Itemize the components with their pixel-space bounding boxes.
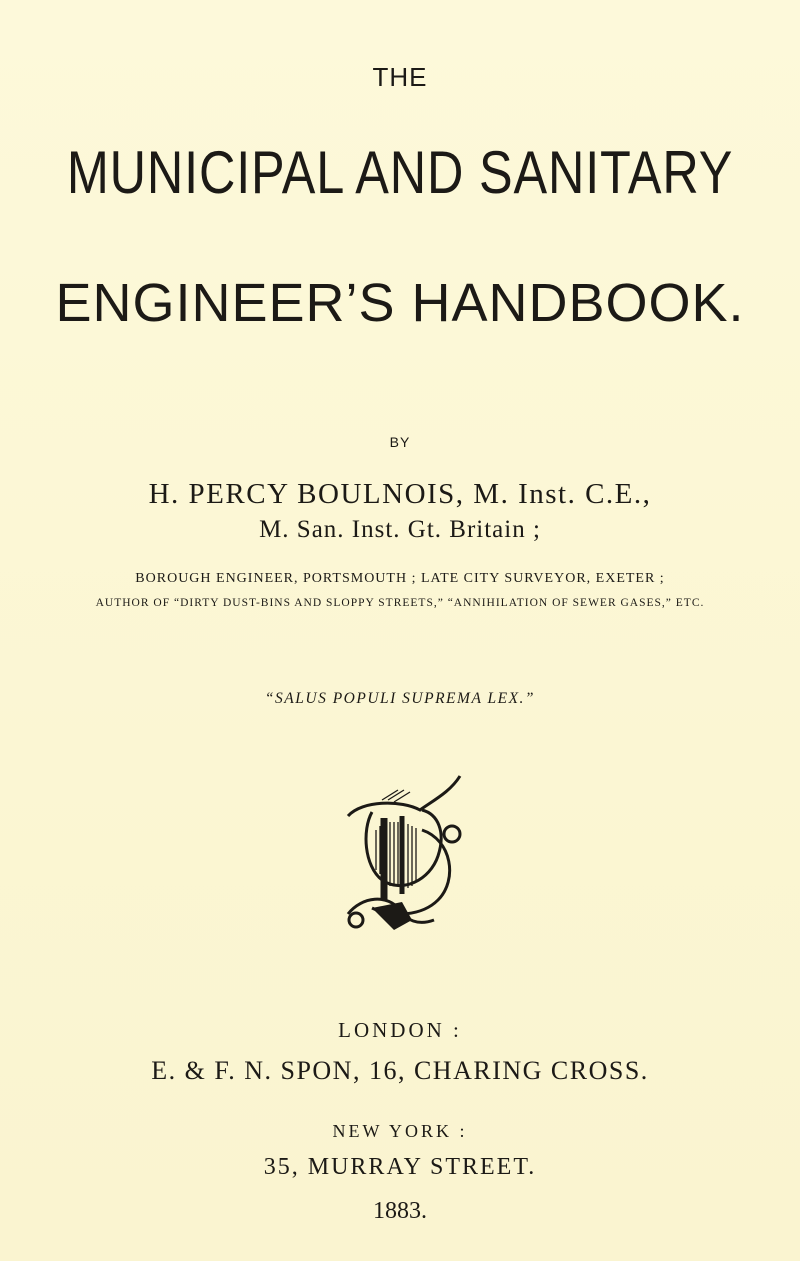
author-name: H. PERCY BOULNOIS, M. Inst. C.E., (148, 478, 652, 510)
imprint-street: 35, MURRAY STREET. (263, 1154, 537, 1180)
imprint-second-place: NEW YORK : (332, 1121, 468, 1141)
motto: “SALUS POPULI SUPREMA LEX.” (264, 690, 536, 707)
author-qualifications: M. San. Inst. Gt. Britain ; (259, 516, 541, 543)
author-positions: BOROUGH ENGINEER, PORTSMOUTH ; LATE CITY SURVEYOR, EXETER ; (135, 571, 665, 586)
author-works: AUTHOR OF “DIRTY DUST-BINS AND SLOPPY STREETS,” “ANNIHILATION OF SEWER GASES,” ETC. (95, 597, 705, 609)
publication-year: 1883. (373, 1198, 427, 1224)
byline-label: BY (389, 434, 411, 450)
title-article: THE (372, 62, 428, 92)
publisher-monogram-icon (342, 770, 464, 940)
imprint-place: LONDON : (338, 1018, 462, 1042)
imprint-publisher: E. & F. N. SPON, 16, CHARING CROSS. (151, 1056, 649, 1085)
title-line-2: ENGINEER’S HANDBOOK. (55, 273, 745, 333)
title-line-1: MUNICIPAL AND SANITARY (66, 139, 734, 206)
